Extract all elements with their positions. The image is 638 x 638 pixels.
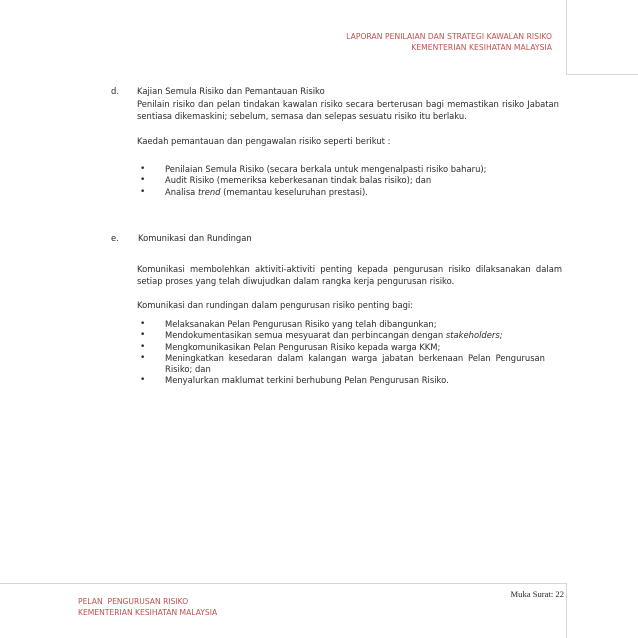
page-number: Muka Surat: 22 bbox=[510, 589, 564, 599]
header-report-title: LAPORAN PENILAIAN DAN STRATEGI KAWALAN RISIKO bbox=[346, 32, 552, 41]
section-e-bullet-list bbox=[137, 319, 545, 387]
list-item bbox=[137, 175, 562, 186]
list-item bbox=[137, 319, 545, 330]
section-d-paragraph-1: Penilain risiko dan pelan tindakan kawalan risiko secara berterusan bagi memastikan risiko Jabatan sentiasa dikemaskini; sebelum, semasa dan selepas sesuatu risiko itu berlaku. bbox=[137, 99, 559, 121]
list-item bbox=[137, 375, 545, 386]
list-item bbox=[137, 330, 545, 341]
list-item bbox=[137, 164, 562, 175]
list-item-text: Penilaian Semula Risiko (secara berkala untuk mengenalpasti risiko baharu); bbox=[165, 164, 487, 174]
section-d-bullet-list bbox=[137, 164, 562, 198]
bullet-icon: • bbox=[140, 186, 146, 197]
list-item-text: Audit Risiko (memeriksa keberkesanan tindak balas risiko); dan bbox=[165, 175, 432, 186]
list-item-text: Menyalurkan maklumat terkini berhubung Pelan Pengurusan Risiko. bbox=[165, 375, 449, 386]
page-header bbox=[346, 31, 552, 53]
list-item-text-tail: (memantau keseluruhan prestasi). bbox=[220, 186, 368, 197]
list-item bbox=[137, 342, 545, 353]
page-footer bbox=[78, 596, 217, 618]
list-item-text: Mendokumentasikan semua mesyuarat dan perbincangan dengan bbox=[165, 330, 446, 341]
section-e-title: Komunikasi dan Rundingan bbox=[138, 233, 252, 243]
header-ministry: KEMENTERIAN KESIHATAN MALAYSIA bbox=[411, 43, 552, 52]
list-item-text: Meningkatkan kesedaran dalam kalangan warga jabatan berkenaan Pelan Pengurusan Risiko; dan bbox=[165, 352, 545, 375]
section-e-paragraph-2: Komunikasi dan rundingan dalam pengurusan risiko penting bagi: bbox=[137, 300, 414, 310]
list-item-emphasis: trend bbox=[197, 186, 221, 197]
bullet-icon: • bbox=[140, 341, 146, 352]
list-item-text: Melaksanakan Pelan Pengurusan Risiko yang telah dibangunkan; bbox=[165, 319, 437, 329]
footer-horizontal-rule bbox=[0, 583, 566, 584]
section-d-letter: d. bbox=[111, 86, 119, 96]
list-item-text: Analisa bbox=[165, 186, 198, 197]
list-item bbox=[137, 353, 545, 376]
header-horizontal-rule bbox=[566, 74, 638, 75]
bullet-icon: • bbox=[140, 375, 146, 386]
bullet-icon: • bbox=[140, 330, 146, 341]
list-item bbox=[137, 187, 562, 198]
section-d-paragraph-2: Kaedah pemantauan dan pengawalan risiko seperti berikut : bbox=[137, 136, 391, 146]
bullet-icon: • bbox=[140, 319, 146, 329]
list-item-text: Mengkomunikasikan Pelan Pengurusan Risiko kepada warga KKM; bbox=[165, 341, 441, 352]
section-e-letter: e. bbox=[111, 233, 119, 243]
section-d-title: Kajian Semula Risiko dan Pemantauan Risiko bbox=[137, 86, 325, 96]
bullet-icon: • bbox=[140, 175, 146, 186]
list-item-emphasis: stakeholders; bbox=[445, 330, 503, 341]
bullet-icon: • bbox=[140, 352, 146, 363]
section-e-paragraph-1: Komunikasi membolehkan aktiviti-aktiviti penting kepada pengurusan risiko dilaksanakan dalam setiap proses yang telah diwujudkan dalam rangka kerja pengurusan risiko. bbox=[137, 264, 562, 286]
footer-plan-title: PELAN PENGURUSAN RISIKO bbox=[78, 597, 189, 606]
footer-vertical-rule bbox=[566, 583, 567, 638]
bullet-icon: • bbox=[140, 164, 146, 174]
footer-ministry: KEMENTERIAN KESIHATAN MALAYSIA bbox=[78, 608, 218, 617]
header-vertical-rule bbox=[566, 0, 567, 74]
